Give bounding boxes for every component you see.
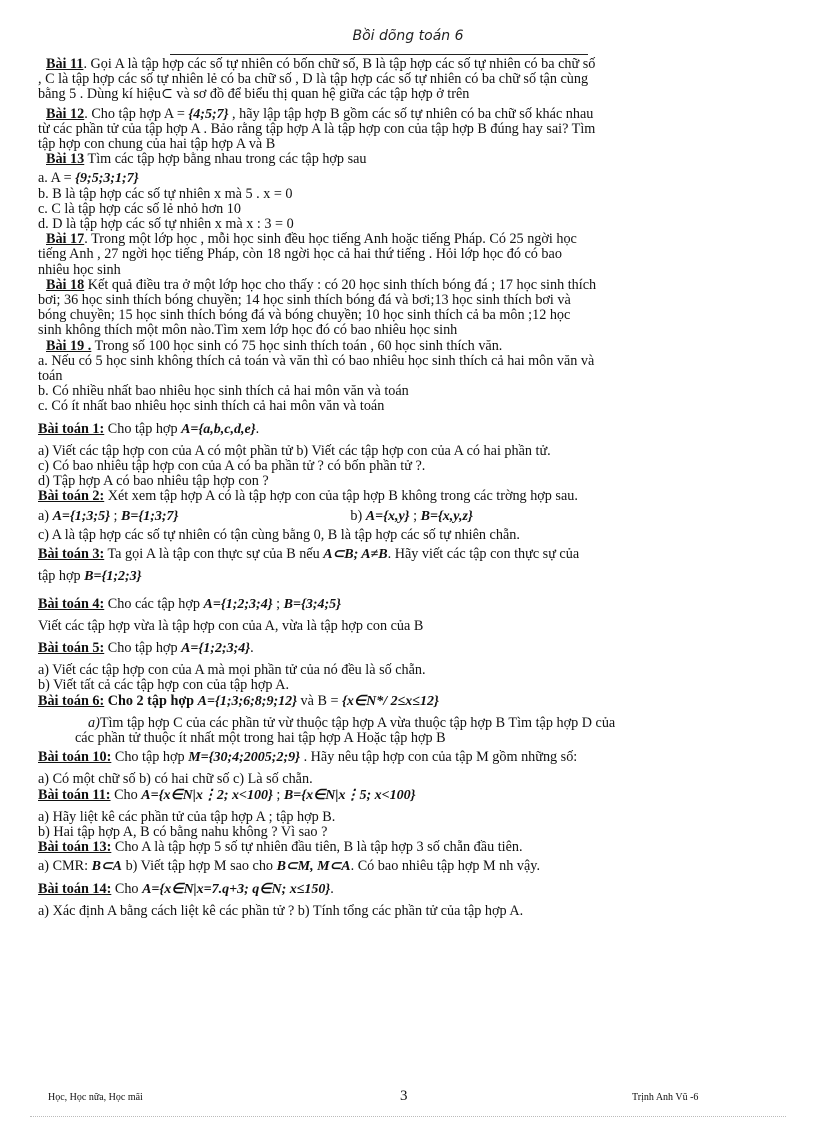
problem-label: Bài toán 4: — [38, 595, 105, 612]
exercise-label: Bài 17 — [46, 231, 85, 248]
problem-item: các phần tử thuộc ít nhất một trong hai tập hợp A Hoặc tập hợp B — [75, 729, 446, 746]
problem-item: a) Có một chữ số b) có hai chữ số c) Là số chẵn. — [38, 771, 313, 788]
problem-item: c) A là tập hợp các số tự nhiên có tận cùng bằng 0, B là tập hợp các số tự nhiên chẵn. — [38, 526, 520, 543]
exercise-text: bằng 5 . Dùng kí hiệu⊂ và sơ đồ để biểu thị quan hệ giữa các tập hợp ở trên — [38, 86, 470, 103]
page-header: Bồi dõng toán 6 — [352, 28, 464, 44]
problem-1: Bài toán 1: Cho tập hợp A={a,b,c,d,e}. — [38, 420, 260, 437]
math-formula: B⊂A — [91, 859, 123, 875]
problem-item: a) Hãy liệt kê các phần tử của tập hợp A ; tập hợp B. — [38, 808, 336, 825]
page-footer — [0, 1088, 816, 1108]
problem-label: Bài toán 14: — [38, 880, 112, 897]
problem-6: Bài toán 6: Cho 2 tập hợp A={1;3;6;8;9;12} và B = {x∈N*/ 2≤x≤12} — [38, 692, 439, 709]
exercise-12: Bài 12. Cho tập hợp A = {4;5;7} , hãy lập tập hợp B gồm các số tự nhiên có ba chữ số khác nhau — [46, 105, 594, 122]
math-formula: {9;5;3;1;7} — [75, 171, 139, 187]
exercise-11: Bài 11. Gọi A là tập hợp các số tự nhiên có bốn chữ số, B là tập hợp các số tự nhiên có ba chữ số — [46, 56, 596, 72]
footer-author: Trịnh Anh Vũ -6 — [632, 1092, 699, 1103]
problem-item: a) Xác định A bằng cách liệt kê các phần tử ? b) Tính tổng các phần tử của tập hợp A. — [38, 902, 524, 919]
header-rule — [170, 54, 588, 55]
exercise-18: Bài 18 Kết quả điều tra ở một lớp học cho thấy : có 20 học sinh thích bóng đá ; 17 học sinh thích — [46, 276, 597, 293]
exercise-item: d. D là tập hợp các số tự nhiên x mà x : 3 = 0 — [38, 216, 294, 233]
exercise-label: Bài 19 . — [46, 337, 92, 354]
math-formula: B={x∈N|x⋮5; x<100} — [283, 787, 416, 803]
page-number: 3 — [400, 1088, 408, 1104]
exercise-item: a. Nếu có 5 học sinh không thích cả toán và văn thì có bao nhiêu học sinh thích cả hai môn văn và — [38, 352, 595, 369]
math-formula: {4;5;7} — [188, 106, 229, 122]
problem-item: d) Tập hợp A có bao nhiêu tập hợp con ? — [38, 473, 269, 490]
exercise-item: b. Có nhiều nhất bao nhiêu học sinh thích cả hai môn văn và toán — [38, 383, 409, 400]
exercise-text: sinh không thích một môn nào.Tìm xem lớp học đó có bao nhiêu học sinh — [38, 322, 458, 339]
exercise-label: Bài 18 — [46, 276, 85, 293]
math-formula: B⊂M, M⊂A — [276, 859, 351, 875]
problem-13: Bài toán 13: Cho A là tập hợp 5 số tự nhiên đầu tiên, B là tập hợp 3 số chẵn đầu tiên. — [38, 839, 523, 856]
problem-label: Bài toán 10: — [38, 749, 112, 766]
problem-item: a) Viết các tập hợp con của A có một phần tử b) Viết các tập hợp con của A có hai phần tử. — [38, 442, 551, 459]
math-formula: B={x,y,z} — [420, 508, 473, 524]
exercise-label: Bài 12 — [46, 105, 85, 122]
problem-2: Bài toán 2: Xét xem tập hợp A có là tập hợp con của tập hợp B không trong các trờng hợp sau. — [38, 488, 578, 505]
math-formula: A={x∈N|x⋮2; x<100} — [141, 787, 273, 803]
problem-item: c) Có bao nhiêu tập hợp con của A có ba phần tử ? có bốn phần tử ?. — [38, 458, 426, 475]
exercise-text: bơi; 36 học sinh thích bóng chuyền; 14 học sinh thích bóng đá và bơi;13 học sinh thích bơi và — [38, 292, 571, 309]
math-formula: A={1;2;3;4} — [181, 640, 251, 656]
problem-item: b) Viết tất cả các tập hợp con của tập hợp A. — [38, 677, 290, 694]
problem-10: Bài toán 10: Cho tập hợp M={30;4;2005;2;9} . Hãy nêu tập hợp con của tập M gồm những số: — [38, 749, 578, 766]
exercise-text: nhiêu học sinh — [38, 261, 121, 278]
math-formula: A={1;2;3;4} — [203, 596, 273, 612]
exercise-text: bóng chuyền; 15 học sinh thích bóng đá và bóng chuyền; 10 học sinh thích cả ba môn ;12 học — [38, 307, 571, 324]
exercise-item: toán — [38, 368, 63, 385]
exercise-text: từ các phần tử của tập hợp A . Bảo rằng tập hợp A là tập hợp con của tập hợp B đúng hay sai? Tìm — [38, 120, 596, 137]
math-formula: A⊂B; A≠B — [323, 547, 388, 563]
exercise-label: Bài 13 — [46, 151, 85, 168]
problem-item: a) CMR: B⊂A b) Viết tập hợp M sao cho B⊂M, M⊂A. Có bao nhiêu tập hợp M nh vậy. — [38, 858, 541, 875]
math-formula: B={3;4;5} — [283, 596, 342, 612]
exercise-item: c. Có ít nhất bao nhiêu học sinh thích cả hai môn văn và toán — [38, 398, 385, 415]
exercise-text: tập hợp con chung của hai tập hợp A và B — [38, 136, 276, 153]
problem-label: Bài toán 11: — [38, 786, 111, 803]
math-formula: B={1;3;7} — [121, 508, 179, 524]
problem-label: Bài toán 5: — [38, 639, 105, 656]
problem-item: a) A={1;3;5} ; B={1;3;7} b) A={x,y} ; B={x,y,z} — [38, 507, 473, 524]
problem-item: Viết các tập hợp vừa là tập hợp con của A, vừa là tập hợp con của B — [38, 617, 424, 634]
problem-11: Bài toán 11: Cho A={x∈N|x⋮2; x<100} ; B={x∈N|x⋮5; x<100} — [38, 786, 416, 803]
exercise-13: Bài 13 Tìm các tập hợp bằng nhau trong các tập hợp sau — [46, 151, 367, 168]
math-formula: A={1;3;6;8;9;12} — [197, 693, 297, 709]
exercise-item: a. A = {9;5;3;1;7} — [38, 170, 139, 187]
footer-rule — [30, 1116, 786, 1117]
page-content — [38, 57, 776, 919]
problem-3: Bài toán 3: Ta gọi A là tập con thực sự của B nếu A⊂B; A≠B. Hãy viết các tập con thực sự của — [38, 546, 580, 563]
exercise-19: Bài 19 . Trong số 100 học sinh có 75 học sinh thích toán , 60 học sinh thích văn. — [46, 337, 503, 354]
problem-item: tập hợp B={1;2;3} — [38, 568, 142, 585]
math-formula: A={x∈N|x=7.q+3; q∈N; x≤150} — [142, 881, 331, 897]
math-formula: A={x,y} — [365, 508, 410, 524]
problem-item: b) Hai tập hợp A, B có bằng nahu không ? Vì sao ? — [38, 823, 328, 840]
exercise-text: tiếng Anh , 27 ngời học tiếng Pháp, còn 18 ngời học cả hai thứ tiếng . Hỏi lớp học đó có bao — [38, 246, 562, 263]
exercise-item: c. C là tập hợp các số lẻ nhỏ hơn 10 — [38, 200, 241, 217]
problem-label: Bài toán 6: — [38, 692, 105, 709]
exercise-17: Bài 17. Trong một lớp học , mỗi học sinh đều học tiếng Anh hoặc tiếng Pháp. Có 25 ngời học — [46, 231, 577, 248]
problem-14: Bài toán 14: Cho A={x∈N|x=7.q+3; q∈N; x≤150}. — [38, 880, 334, 897]
problem-item: a) Viết các tập hợp con của A mà mọi phần tử của nó đều là số chẵn. — [38, 662, 426, 679]
exercise-text: , C là tập hợp các số tự nhiên lẻ có ba chữ số , D là tập hợp các số tự nhiên có ba chữ số tận cùng — [38, 71, 589, 88]
problem-label: Bài toán 2: — [38, 488, 105, 505]
math-formula: A={1;3;5} — [52, 508, 110, 524]
problem-label: Bài toán 1: — [38, 420, 105, 437]
math-formula: B={1;2;3} — [84, 569, 142, 585]
problem-label: Bài toán 13: — [38, 839, 112, 856]
problem-label: Bài toán 3: — [38, 546, 105, 563]
exercise-label: Bài 11 — [46, 56, 84, 72]
problem-4: Bài toán 4: Cho các tập hợp A={1;2;3;4} ; B={3;4;5} — [38, 595, 342, 612]
exercise-item: b. B là tập hợp các số tự nhiên x mà 5 . x = 0 — [38, 185, 293, 202]
footer-motto: Học, Học nữa, Học mãi — [48, 1092, 143, 1103]
math-formula: A={a,b,c,d,e} — [181, 421, 256, 437]
math-formula: M={30;4;2005;2;9} — [188, 750, 301, 766]
problem-item: a)Tìm tập hợp C của các phần tử vừ thuộc tập hợp A vừa thuộc tập hợp B Tìm tập hợp D của — [88, 714, 616, 731]
problem-5: Bài toán 5: Cho tập hợp A={1;2;3;4}. — [38, 639, 254, 656]
math-formula: {x∈N*/ 2≤x≤12} — [342, 693, 439, 709]
